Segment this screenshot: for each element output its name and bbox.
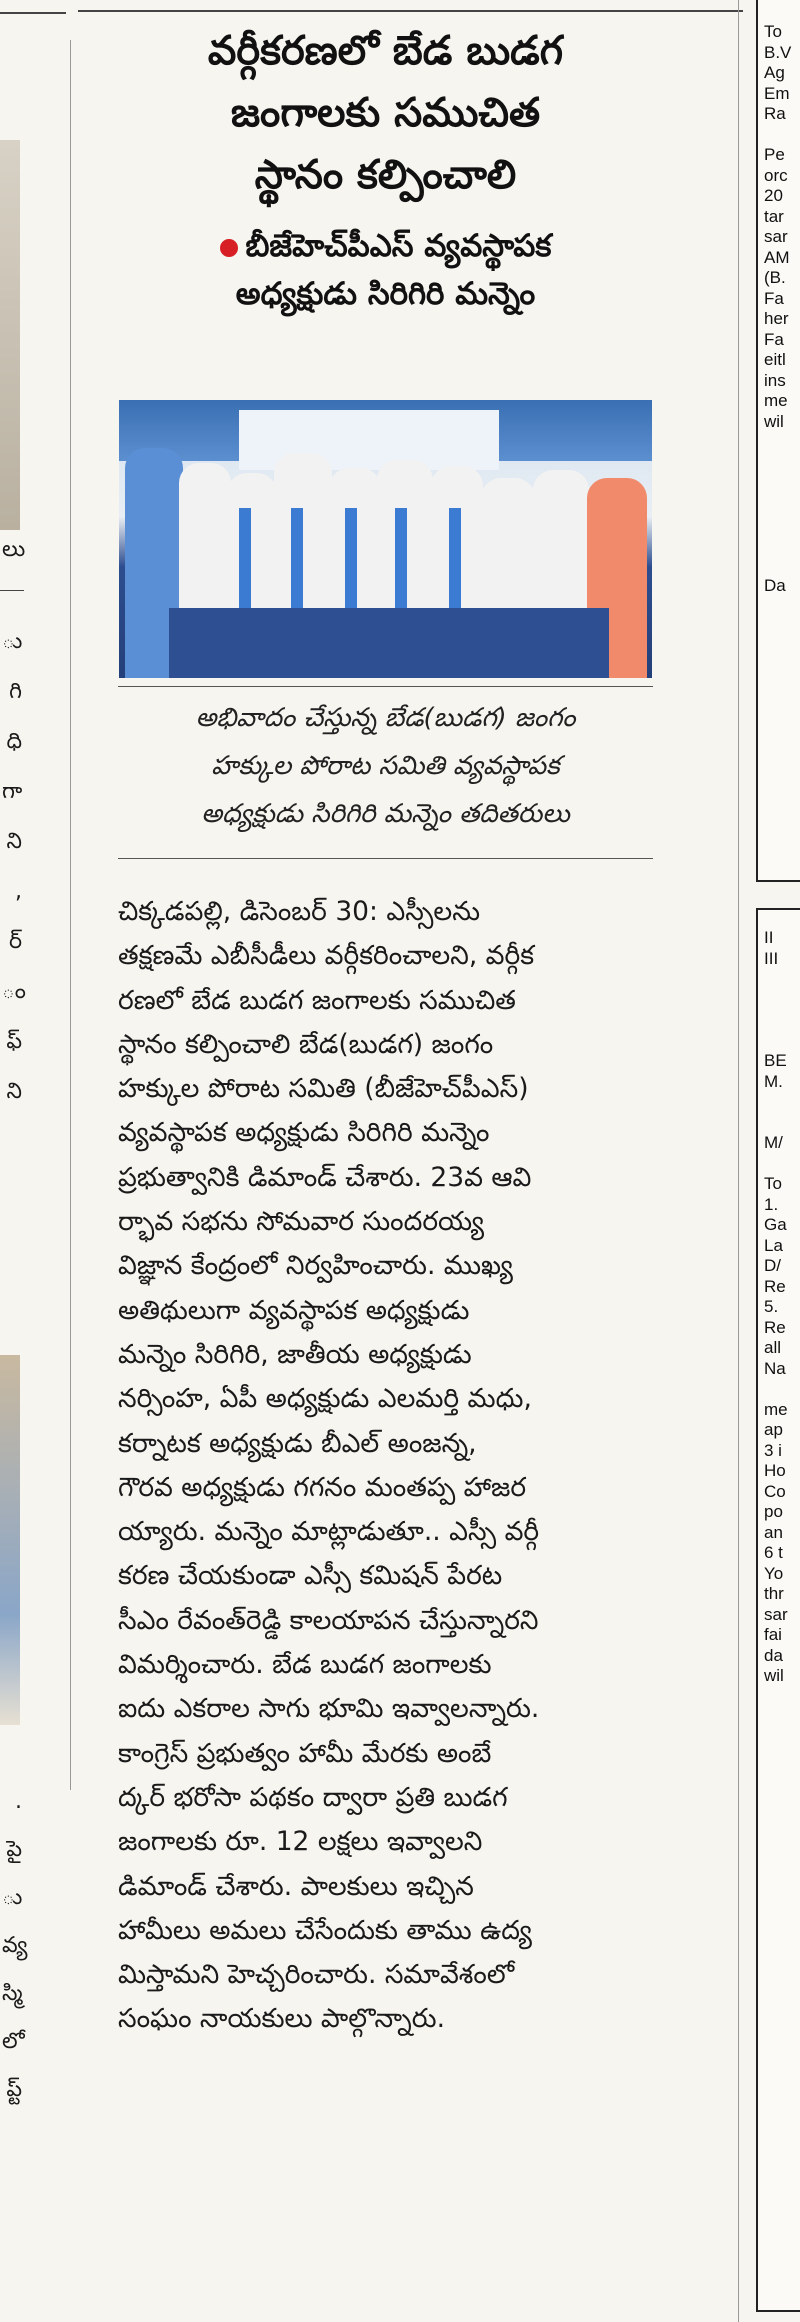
body-line: హామీలు అమలు చేసేందుకు తాము ఉద్య xyxy=(118,1914,532,1946)
notice-text-fragment: ins xyxy=(764,370,786,390)
article-top-rule xyxy=(78,10,743,12)
subhead-line: బీజేహెచ్‌పీఎస్ వ్యవస్థాపక xyxy=(245,228,552,264)
notice-text-fragment: B.V xyxy=(764,42,792,62)
notice-text-fragment: D/ xyxy=(764,1256,781,1275)
notice-text-fragment: III xyxy=(764,948,779,968)
left-rule xyxy=(0,590,24,591)
column-separator-right xyxy=(738,0,739,2322)
notice-text-fragment: Ho xyxy=(764,1461,786,1480)
body-line: ద్కర్ భరోసా పథకం ద్వారా ప్రతి బుడగ xyxy=(118,1781,508,1813)
notice-text-fragment: sar xyxy=(764,227,788,246)
notice-text-fragment: wil xyxy=(764,1666,784,1685)
photo-caption xyxy=(118,694,653,838)
left-fragment: ు xyxy=(2,629,23,654)
notice-text-fragment: all xyxy=(764,1338,782,1357)
notice-text-fragment: 5. xyxy=(764,1297,779,1316)
body-line: కరణ చేయకుండా ఎస్సీ కమిషన్ పేరట xyxy=(118,1560,503,1592)
left-partial-photo-top xyxy=(0,140,20,530)
notice-text-fragment: po xyxy=(764,1502,783,1521)
notice-text-fragment: Pe xyxy=(764,145,785,164)
notice-text-fragment: Ga xyxy=(764,1215,787,1234)
notice-text-fragment: Re xyxy=(764,1276,786,1296)
notice-text-fragment: Fa xyxy=(764,329,784,349)
body-line: చిక్కడపల్లి, డిసెంబర్ 30: ఎస్సీలను xyxy=(118,896,480,927)
left-fragment: ర్ xyxy=(8,929,22,954)
article-body xyxy=(118,890,653,2042)
photo-stole xyxy=(395,508,407,618)
notice-text-fragment: AM xyxy=(764,247,790,267)
left-fragment: , xyxy=(15,879,22,904)
article-headline xyxy=(118,20,653,206)
notice-text-fragment: thr xyxy=(764,1584,784,1603)
notice-text-fragment: 6 t xyxy=(764,1543,783,1562)
notice-text-fragment: an xyxy=(764,1522,783,1542)
notice-text-fragment: Ag xyxy=(764,63,785,82)
notice-text-fragment: To xyxy=(764,1174,782,1193)
left-fragment: గా xyxy=(2,779,23,804)
body-line: ర్భావ సభను సోమవార సుందరయ్య xyxy=(118,1206,484,1238)
body-line: తక్షణమే ఎబీసీడీలు వర్గీకరించాలని, వర్గీక xyxy=(118,940,535,972)
left-fragment: ధి xyxy=(6,729,22,754)
caption-line: అధ్యక్షుడు సిరిగిరి మన్నెం తదితరులు xyxy=(201,799,570,829)
notice-text-fragment: M/ xyxy=(764,1133,783,1152)
notice-text-fragment: Fa xyxy=(764,288,784,308)
left-top-rule xyxy=(0,12,66,14)
notice-text-fragment: her xyxy=(764,309,789,328)
left-fragment: పై xyxy=(6,1837,22,1862)
left-fragment: ప్ట్ xyxy=(6,2077,22,2102)
body-line: జంగాలకు రూ. 12 లక్షలు ఇవ్వాలని xyxy=(118,1826,483,1858)
photo-stole xyxy=(239,508,251,618)
photo-table xyxy=(169,608,609,678)
notice-text-fragment: Na xyxy=(764,1358,786,1378)
notice-text-fragment: Yo xyxy=(764,1563,784,1583)
notice-text-fragment: To xyxy=(764,22,782,41)
notice-text-fragment: M. xyxy=(764,1071,783,1091)
body-line: కర్నాటక అధ్యక్షుడు బీఎల్ అంజన్న, xyxy=(118,1427,477,1459)
subhead-line: అధ్యక్షుడు సిరిగిరి మన్నెం xyxy=(235,276,536,312)
body-line: విజ్ఞాన కేంద్రంలో నిర్వహించారు. ముఖ్య xyxy=(118,1250,513,1282)
left-fragment: స్మి xyxy=(2,1981,23,2006)
notice-text-fragment: da xyxy=(764,1645,783,1665)
body-line: డిమాండ్ చేశారు. పాలకులు ఇచ్చిన xyxy=(118,1870,474,1902)
body-line: నర్సింహ, ఏపీ అధ్యక్షుడు ఎలమర్తి మధు, xyxy=(118,1383,532,1415)
notice-text-fragment: 20 xyxy=(764,186,783,205)
notice-box-lower xyxy=(756,908,800,2312)
notice-text-fragment: La xyxy=(764,1235,783,1255)
left-fragment: గి xyxy=(9,679,22,704)
left-fragment: ం xyxy=(2,979,26,1004)
body-line: అతిథులుగా వ్యవస్థాపక అధ్యక్షుడు xyxy=(118,1294,470,1326)
notice-text-fragment: ap xyxy=(764,1420,783,1439)
left-fragment: ఫ్ xyxy=(6,1029,22,1054)
left-adjacent-column xyxy=(0,0,66,2322)
headline-line: జంగాలకు సముచిత xyxy=(230,90,541,136)
notice-text-fragment: (B. xyxy=(764,268,786,287)
body-line: గౌరవ అధ్యక్షుడు గగనం మంతప్ప హాజర xyxy=(118,1471,527,1503)
body-line: సంఘం నాయకులు పాల్గొన్నారు. xyxy=(118,2003,446,2035)
photo-stole xyxy=(345,508,357,618)
body-line: ఐదు ఎకరాల సాగు భూమి ఇవ్వాలన్నారు. xyxy=(118,1693,540,1725)
red-bullet-icon xyxy=(220,239,238,257)
notice-text-fragment: 3 i xyxy=(764,1440,782,1460)
body-line: విమర్శించారు. బేడ బుడగ జంగాలకు xyxy=(118,1649,492,1681)
notice-text-fragment: me xyxy=(764,1399,788,1419)
notice-text-fragment: Ra xyxy=(764,104,786,123)
left-fragment: ని xyxy=(6,1079,22,1104)
left-fragment: లో xyxy=(2,2029,25,2054)
article-subheadline xyxy=(118,222,653,318)
notice-text-fragment: Co xyxy=(764,1481,786,1501)
left-fragment: వ్య xyxy=(2,1933,28,1958)
notice-text-fragment: 1. xyxy=(764,1194,779,1214)
headline-line: స్థానం కల్పించాలి xyxy=(254,152,517,198)
notice-text-fragment: Da xyxy=(764,575,786,595)
left-fragment: ు xyxy=(2,1885,23,1910)
notice-text-fragment: II xyxy=(764,928,774,947)
notice-text-fragment: eitl xyxy=(764,350,786,369)
caption-top-rule xyxy=(118,686,653,687)
headline-line: వర్గీకరణలో బేడ బుడగ xyxy=(207,28,564,74)
photo-stole xyxy=(291,508,303,618)
caption-line: హక్కుల పోరాట సమితి వ్యవస్థాపక xyxy=(211,751,560,781)
caption-line: అభివాదం చేస్తున్న బేడ(బుడగ) జంగం xyxy=(195,703,576,733)
left-partial-photo-mid xyxy=(0,1355,20,1725)
notice-text-fragment: tar xyxy=(764,206,784,226)
body-line: మన్నెం సిరిగిరి, జాతీయ అధ్యక్షుడు xyxy=(118,1338,472,1370)
notice-text-fragment: BE xyxy=(764,1051,787,1070)
body-line: వ్యవస్థాపక అధ్యక్షుడు సిరిగిరి మన్నెం xyxy=(118,1117,490,1149)
body-line: సీఎం రేవంత్‌రెడ్డి కాలయాపన చేస్తున్నారని xyxy=(118,1604,539,1636)
caption-bottom-rule xyxy=(118,858,653,859)
notice-text-fragment: Em xyxy=(764,83,790,103)
column-separator-left xyxy=(70,40,71,1790)
body-line: య్యారు. మన్నెం మాట్లాడుతూ.. ఎస్సీ వర్గీ xyxy=(118,1516,540,1548)
notice-box-upper xyxy=(756,0,800,882)
notice-text-fragment: me xyxy=(764,391,788,410)
notice-text-fragment: sar xyxy=(764,1604,788,1624)
article-photo xyxy=(119,400,652,678)
body-line: స్థానం కల్పించాలి బేడ(బుడగ) జంగం xyxy=(118,1028,494,1060)
body-line: మిస్తామని హెచ్చరించారు. సమావేశంలో xyxy=(118,1959,515,1991)
body-line: రణలో బేడ బుడగ జంగాలకు సముచిత xyxy=(118,984,516,1016)
body-line: కాంగ్రెస్ ప్రభుత్వం హామీ మేరకు అంబే xyxy=(118,1737,492,1769)
left-fragment: ని xyxy=(6,829,22,854)
notice-text-fragment: Re xyxy=(764,1317,786,1337)
notice-text-fragment: fai xyxy=(764,1625,782,1644)
notice-text-fragment: wil xyxy=(764,411,784,431)
left-fragment: . xyxy=(15,1789,22,1814)
photo-stole xyxy=(449,508,461,618)
body-line: హక్కుల పోరాట సమితి (బీజేహెచ్‌పీఎస్) xyxy=(118,1073,529,1105)
right-adjacent-column xyxy=(738,0,800,2322)
notice-text-fragment: orc xyxy=(764,165,788,185)
left-fragment: లు xyxy=(2,537,26,562)
body-line: ప్రభుత్వానికి డిమాండ్ చేశారు. 23వ ఆవి xyxy=(118,1161,532,1193)
